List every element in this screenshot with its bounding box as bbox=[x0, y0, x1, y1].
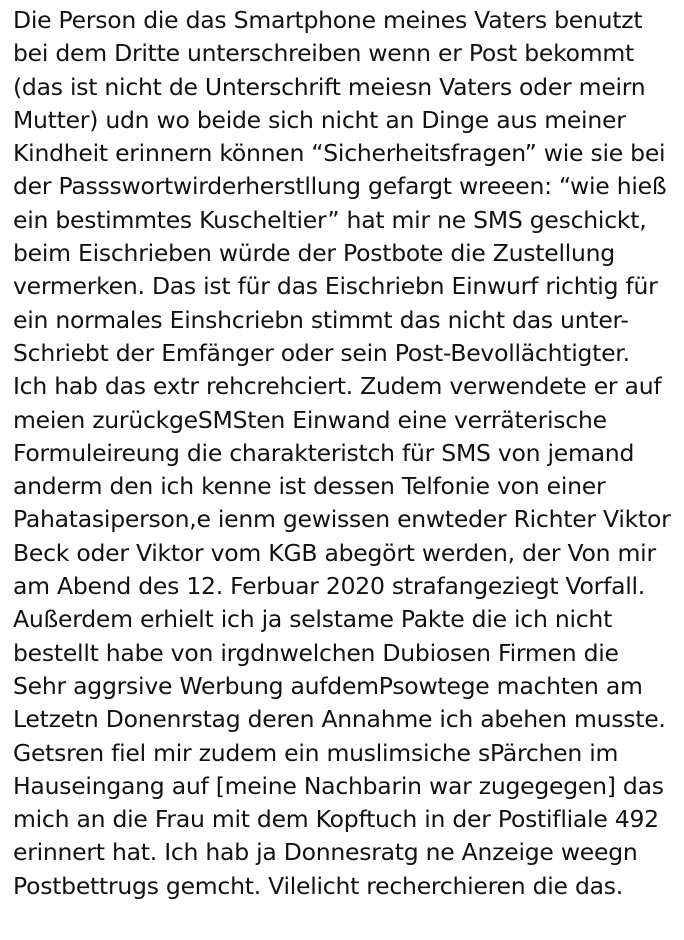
document-text bbox=[13, 4, 681, 903]
text-line: Sehr aggrsive Werbung aufdemPsowtege machten am bbox=[13, 671, 643, 700]
text-line: erinnert hat. Ich hab ja Donnesratg ne Anzeige weegn bbox=[13, 838, 638, 867]
text-line: Getsren fiel mir zudem ein muslimsiche sPärchen im bbox=[13, 738, 619, 767]
text-line: bei dem Dritte unterschreiben wenn er Post bekommt bbox=[13, 39, 634, 68]
text-line: Postbettrugs gemcht. Vilelicht recherchieren die das. bbox=[13, 871, 623, 900]
text-line: Außerdem erhielt ich ja selstame Pakte die ich nicht bbox=[13, 605, 613, 634]
text-line: (das ist nicht de Unterschrift meiesn Vaters oder meirn bbox=[13, 72, 646, 101]
text-line: beim Eischrieben würde der Postbote die Zustellung bbox=[13, 239, 615, 268]
text-line: Ich hab das extr rehcrehciert. Zudem verwendete er auf bbox=[13, 372, 662, 401]
text-line: vermerken. Das ist für das Eischriebn Einwurf richtig für bbox=[13, 272, 658, 301]
text-line: anderm den ich kenne ist dessen Telfonie von einer bbox=[13, 472, 606, 501]
text-line: Hauseingang auf [meine Nachbarin war zugegegen] das bbox=[13, 771, 664, 800]
text-line: Die Person die das Smartphone meines Vaters benutzt bbox=[13, 6, 643, 34]
text-line: Pahatasiperson,e ienm gewissen enwteder Richter Viktor bbox=[13, 505, 671, 534]
text-line: ein normales Einshcriebn stimmt das nicht das unter- bbox=[13, 305, 629, 334]
text-line: der Passswortwirderherstllung gefargt wreeen: “wie hieß bbox=[13, 172, 667, 201]
text-line: Beck oder Viktor vom KGB abegört werden, der Von mir bbox=[13, 538, 656, 567]
text-line: Schriebt der Emfänger oder sein Post-Bevollächtigter. bbox=[13, 338, 630, 367]
text-line: ein bestimmtes Kuscheltier” hat mir ne SMS geschickt, bbox=[13, 205, 647, 234]
text-line: mich an die Frau mit dem Kopftuch in der Postifliale 492 bbox=[13, 805, 659, 834]
text-line: Letzetn Donenrstag deren Annahme ich abehen musste. bbox=[13, 705, 666, 734]
text-line: Mutter) udn wo beide sich nicht an Dinge aus meiner bbox=[13, 105, 626, 134]
text-line: Formuleireung die charakteristch für SMS von jemand bbox=[13, 438, 635, 467]
text-line: bestellt habe von irgdnwelchen Dubiosen Firmen die bbox=[13, 638, 619, 667]
text-line: Kindheit erinnern können “Sicherheitsfragen” wie sie bei bbox=[13, 139, 666, 168]
text-line: am Abend des 12. Ferbuar 2020 strafangeziegt Vorfall. bbox=[13, 572, 646, 601]
text-line: meien zurückgeSMSten Einwand eine verräterische bbox=[13, 405, 607, 434]
